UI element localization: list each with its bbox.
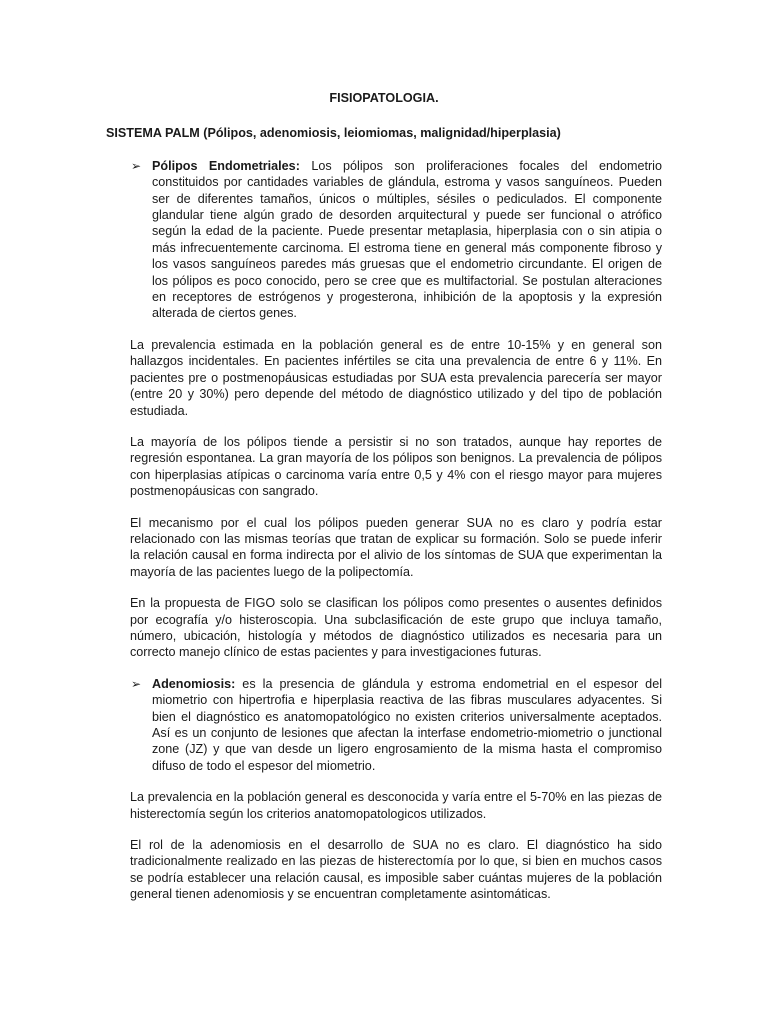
paragraph: En la propuesta de FIGO solo se clasifican los pólipos como presentes o ausentes definidos por ecografía y/o histeroscopia. Una subclasificación de este grupo que incluya tamaño, número, ubicación, histología y métodos de diagnóstico utilizados es necesaria para un correcto manejo clínico de estas pacientes y para investigaciones futuras. (130, 596, 662, 660)
paragraph: La mayoría de los pólipos tiende a persistir si no son tratados, aunque hay reportes de regresión espontanea. La gran mayoría de los pólipos son benignos. La prevalencia de pólipos con hiperplasias atípicas o carcinoma varía entre 0,5 y 4% con el riesgo mayor para mujeres postmenopáusicas con sangrado. (130, 434, 662, 499)
arrow-bullet-icon: ➢ (131, 676, 142, 691)
document-title: FISIOPATOLOGIA. (329, 91, 439, 105)
bullet-text: Los pólipos son proliferaciones focales del endometrio constituidos por cantidades variables de glándula, estroma y vasos sanguíneos. Pueden ser de diferentes tamaños, únicos o múltiples, sésiles o pediculados. El componente glandular tiene algún grado de desorden arquitectural y puede ser funcional o atrófico según la edad de la paciente. Puede presentar metaplasia, hiperplasia con o sin atipia o más infrecuentemente carcinoma. El estroma tiene en general más componente fibroso y los vasos sanguíneos paredes más gruesas que el endometrio circundante. El origen de los pólipos es poco conocido, pero se cree que es multifactorial. Se postulan alteraciones en receptores de estrógenos y progesterona, inhibición de la apoptosis y la expresión alterada de ciertos genes. (152, 158, 662, 321)
paragraph: El rol de la adenomiosis en el desarrollo de SUA no es claro. El diagnóstico ha sido tradicionalmente realizado en las piezas de histerectomía por lo que, si bien en muchos casos se podría establecer una relación causal, es imposible saber cuántas mujeres de la población general tienen adenomiosis y se encuentran completamente asintomáticas. (130, 838, 662, 902)
bullet-item-adenomiosis (130, 676, 662, 774)
bullet-term: Adenomiosis: (152, 676, 236, 691)
paragraph: La prevalencia en la población general es desconocida y varía entre el 5-70% en las piezas de histerectomía según los criterios anatomopatologicos utilizados. (130, 790, 662, 821)
paragraph: La prevalencia estimada en la población general es de entre 10-15% y en general son hallazgos incidentales. En pacientes infértiles se cita una prevalencia de entre 6 y 11%. En pacientes pre o postmenopáusicas estudiadas por SUA esta prevalencia parecería ser mayor (entre 20 y 30%) pero depende del método de diagnóstico utilizado y del tipo de población estudiada. (130, 337, 662, 418)
section-heading: SISTEMA PALM (Pólipos, adenomiosis, leiomiomas, malignidad/hiperplasia) (106, 126, 561, 141)
paragraph: El mecanismo por el cual los pólipos pueden generar SUA no es claro y podría estar relacionado con las mismas teorías que tratan de explicar su formación. Solo se puede inferir la relación causal en forma indirecta por el alivio de los síntomas de SUA que experimentan la mayoría de las pacientes luego de la polipectomía. (130, 515, 662, 579)
bullet-text: es la presencia de glándula y estroma endometrial en el espesor del miometrio con hipertrofia e hiperplasia reactiva de las fibras musculares adyacentes. Si bien el diagnóstico es anatomopatológico no existen criterios universalmente aceptados. Así es un conjunto de lesiones que afectan la interfase endometrio-miometrio o junctional zone (JZ) y que van desde un ligero engrosamiento de la misma hasta el compromiso difuso de todo el espesor del miometrio. (152, 676, 662, 773)
arrow-bullet-icon: ➢ (131, 158, 142, 173)
bullet-item-polipos (130, 158, 662, 322)
bullet-term: Pólipos Endometriales: (152, 158, 300, 173)
